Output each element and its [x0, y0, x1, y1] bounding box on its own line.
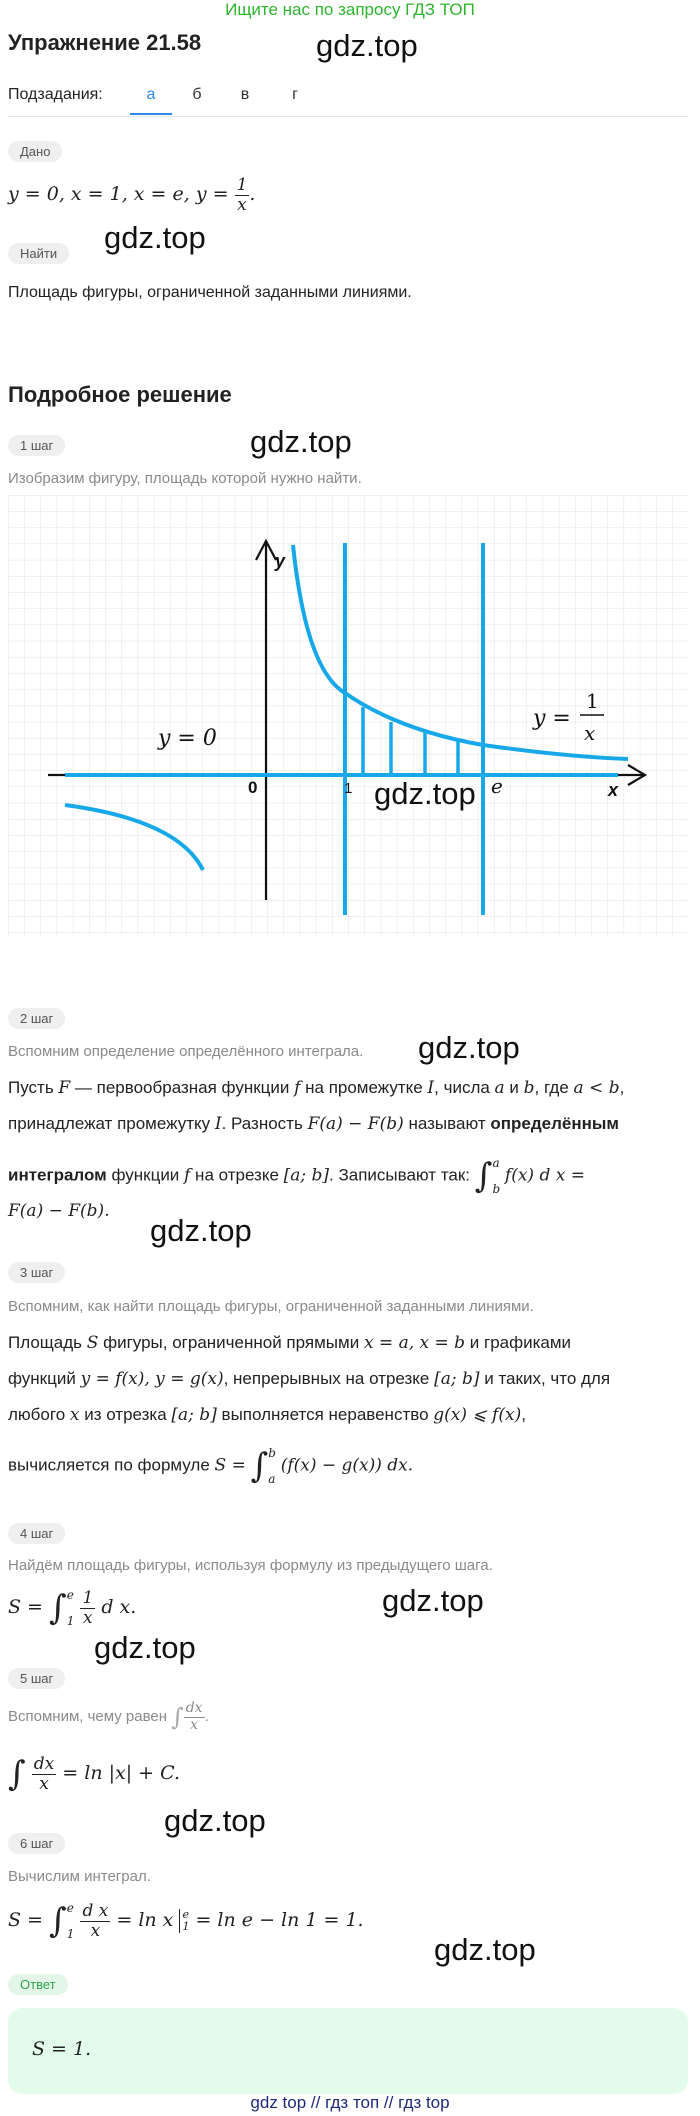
- y-axis-label: y: [275, 551, 286, 571]
- tab-g[interactable]: г: [292, 86, 298, 103]
- given-chip: Дано: [8, 141, 62, 162]
- step5-hint: Вспомним, чему равен ∫ $\frac{dx}{x}$ .: [8, 1700, 209, 1733]
- watermark: gdz.top: [150, 1213, 252, 1248]
- step3-hint: Вспомним, как найти площадь фигуры, ограниченной заданными линиями.: [8, 1298, 534, 1315]
- footer-links[interactable]: gdz top // гдз топ // гдз top: [250, 2093, 450, 2112]
- step6-chip: 6 шаг: [8, 1833, 65, 1854]
- one-label: 1: [344, 780, 353, 797]
- function-graph: [8, 495, 688, 935]
- step2-line3: интегралом функции f на отрезке [a; b]. Записывают так: ∫ a b f(x) d x =: [8, 1156, 585, 1196]
- given-formula: y = 0, x = 1, x = e, y = $\frac{1}{x}$ .: [8, 174, 256, 215]
- watermark: gdz.top: [418, 1030, 520, 1065]
- tab-v[interactable]: в: [240, 86, 250, 103]
- page-title: Упражнение 21.58: [8, 30, 202, 55]
- e-label: e: [491, 774, 503, 798]
- origin-label: 0: [248, 778, 258, 797]
- divider: [8, 116, 688, 117]
- find-text: Площадь фигуры, ограниченной заданными линиями.: [8, 284, 412, 301]
- y0-label: y = 0: [158, 726, 217, 751]
- step3-line2: функций y = f(x), y = g(x), непрерывных на отрезке [a; b] и таких, что для: [8, 1369, 611, 1389]
- active-tab-indicator: [130, 113, 172, 115]
- watermark: gdz.top: [382, 1583, 484, 1618]
- step4-chip: 4 шаг: [8, 1523, 65, 1544]
- step6-formula: S = ∫ e 1 $\frac{\text{d x}}{x}$ = ln x e 1 = ln e − ln 1 = 1.: [8, 1900, 364, 1941]
- step3-chip: 3 шаг: [8, 1262, 65, 1283]
- x-axis-label: x: [608, 780, 619, 800]
- watermark: gdz.top: [104, 220, 206, 255]
- top-banner[interactable]: Ищите нас по запросу ГДЗ ТОП: [225, 0, 475, 19]
- step4-formula: S = ∫ e 1 $\frac{1}{x}$ d x.: [8, 1587, 137, 1628]
- subtasks-label: Подзадания:: [8, 86, 103, 103]
- step2-chip: 2 шаг: [8, 1008, 65, 1029]
- watermark: gdz.top: [164, 1803, 266, 1838]
- step2-hint: Вспомним определение определённого интеграла.: [8, 1043, 364, 1060]
- watermark: gdz.top: [434, 1932, 536, 1967]
- answer-box: [8, 2008, 688, 2094]
- curve-label-num: 1: [586, 689, 599, 713]
- step1-chip: 1 шаг: [8, 435, 65, 456]
- watermark: gdz.top: [94, 1630, 196, 1665]
- solution-title: Подробное решение: [8, 382, 232, 407]
- answer-chip: Ответ: [8, 1974, 68, 1995]
- tab-a[interactable]: а: [146, 86, 156, 103]
- watermark: gdz.top: [374, 776, 476, 811]
- step2-line4: F(a) − F(b).: [8, 1201, 110, 1221]
- step3-line1: Площадь S фигуры, ограниченной прямыми x = a, x = b и графиками: [8, 1333, 572, 1353]
- step2-line1: Пусть F — первообразная функции f на промежутке I, числа a и b, где a < b,: [8, 1078, 625, 1098]
- step5-chip: 5 шаг: [8, 1668, 65, 1689]
- find-chip: Найти: [8, 243, 69, 264]
- step1-hint: Изобразим фигуру, площадь которой нужно найти.: [8, 470, 362, 487]
- curve-label-den: x: [584, 721, 596, 745]
- curve-label-left: y =: [533, 706, 571, 731]
- step6-hint: Вычислим интеграл.: [8, 1868, 151, 1885]
- watermark: gdz.top: [316, 28, 418, 63]
- step3-line3: любого x из отрезка [a; b] выполняется неравенство g(x) ⩽ f(x),: [8, 1405, 526, 1425]
- step2-line2: принадлежат промежутку I. Разность F(a) − F(b) называют определённым: [8, 1114, 619, 1134]
- tab-b[interactable]: б: [192, 86, 202, 103]
- answer-text: S = 1.: [32, 2038, 92, 2060]
- step4-hint: Найдём площадь фигуры, используя формулу из предыдущего шага.: [8, 1557, 493, 1574]
- step3-line4: вычисляется по формуле S = ∫ b a (f(x) − g(x)) dx.: [8, 1446, 414, 1486]
- step5-formula: ∫ $\frac{dx}{x}$ = ln |x| + C.: [8, 1753, 181, 1794]
- watermark: gdz.top: [250, 424, 352, 459]
